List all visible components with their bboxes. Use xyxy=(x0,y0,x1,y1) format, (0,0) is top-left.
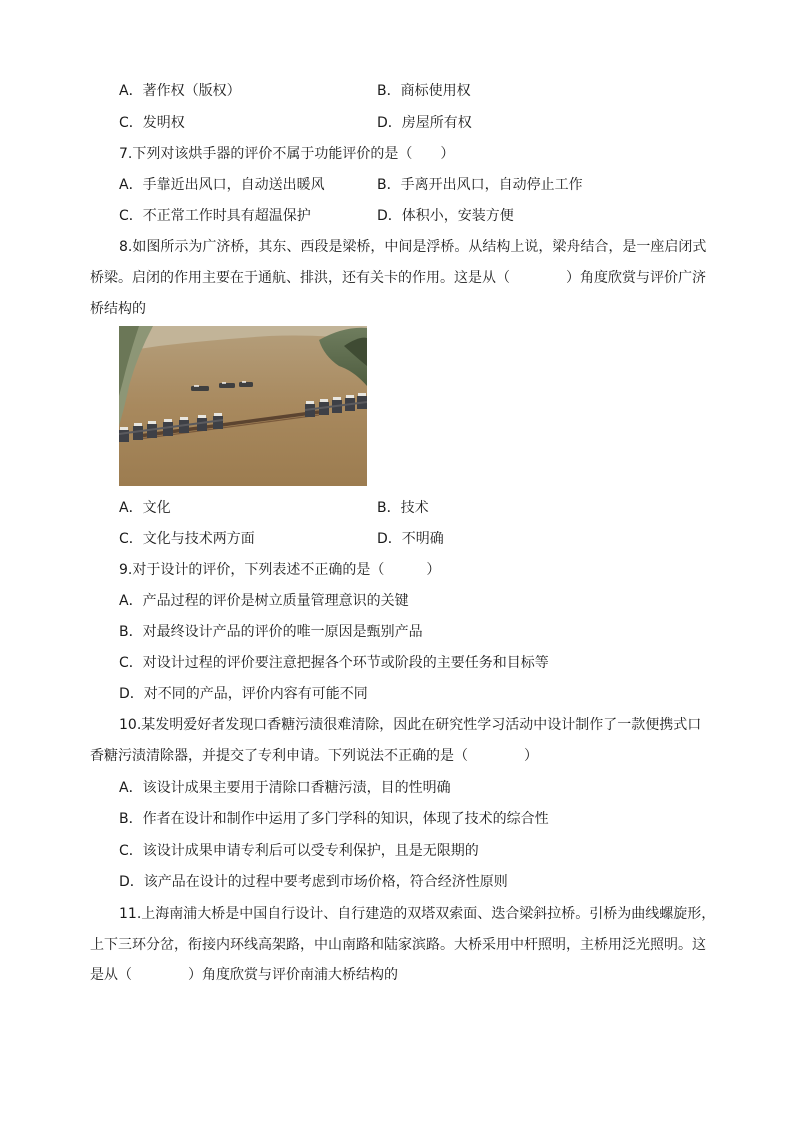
q8-stem-line3: 桥结构的 xyxy=(90,301,146,317)
q6-option-a: A．著作权（版权） xyxy=(119,83,241,99)
q8-stem-line2: 桥梁。启闭的作用主要在于通航、排洪，还有关卡的作用。这是从（ ）角度欣赏与评价广济 xyxy=(90,270,706,286)
q10-option-d: D．该产品在设计的过程中要考虑到市场价格，符合经济性原则 xyxy=(119,874,508,890)
q9-option-a: A．产品过程的评价是树立质量管理意识的关键 xyxy=(119,593,409,609)
q8-stem-line1: 8.如图所示为广济桥，其东、西段是梁桥，中间是浮桥。从结构上说，梁舟结合，是一座启闭式 xyxy=(119,239,707,255)
q10-stem-line2: 香糖污渍清除器，并提交了专利申请。下列说法不正确的是（ ） xyxy=(90,748,538,764)
q6-option-c: C．发明权 xyxy=(119,115,185,131)
q7-stem: 7.下列对该烘手器的评价不属于功能评价的是（ ） xyxy=(119,146,455,162)
q10-option-c: C．该设计成果申请专利后可以受专利保护，且是无限期的 xyxy=(119,843,479,859)
q6-option-d: D．房屋所有权 xyxy=(377,115,472,131)
q11-stem-line1: 11.上海南浦大桥是中国自行设计、自行建造的双塔双索面、迭合梁斜拉桥。引桥为曲线螺旋形， xyxy=(119,906,716,922)
q7-option-a: A．手靠近出风口，自动送出暖风 xyxy=(119,177,325,193)
q7-option-c: C．不正常工作时具有超温保护 xyxy=(119,208,311,224)
q7-option-d: D．体积小，安装方便 xyxy=(377,208,514,224)
q10-option-a: A．该设计成果主要用于清除口香糖污渍，目的性明确 xyxy=(119,780,451,796)
q6-option-b: B．商标使用权 xyxy=(377,83,471,99)
q9-stem: 9.对于设计的评价，下列表述不正确的是（ ） xyxy=(119,562,441,578)
q9-option-c: C．对设计过程的评价要注意把握各个环节或阶段的主要任务和目标等 xyxy=(119,655,549,671)
q8-option-d: D．不明确 xyxy=(377,531,444,547)
q8-option-c: C．文化与技术两方面 xyxy=(119,531,255,547)
q8-option-b: B．技术 xyxy=(377,500,429,516)
q10-option-b: B．作者在设计和制作中运用了多门学科的知识，体现了技术的综合性 xyxy=(119,811,549,827)
guangji-bridge-photo xyxy=(119,326,367,486)
q7-option-b: B．手离开出风口，自动停止工作 xyxy=(377,177,583,193)
q8-option-a: A．文化 xyxy=(119,500,171,516)
q11-stem-line2: 上下三环分岔，衔接内环线高架路，中山南路和陆家滨路。大桥采用中杆照明，主桥用泛光照明。这 xyxy=(90,937,706,953)
q9-option-d: D．对不同的产品，评价内容有可能不同 xyxy=(119,686,368,702)
q11-stem-line3: 是从（ ）角度欣赏与评价南浦大桥结构的 xyxy=(90,967,398,983)
q9-option-b: B．对最终设计产品的评价的唯一原因是甄别产品 xyxy=(119,624,423,640)
q10-stem-line1: 10.某发明爱好者发现口香糖污渍很难清除，因此在研究性学习活动中设计制作了一款便携式口 xyxy=(119,717,702,733)
